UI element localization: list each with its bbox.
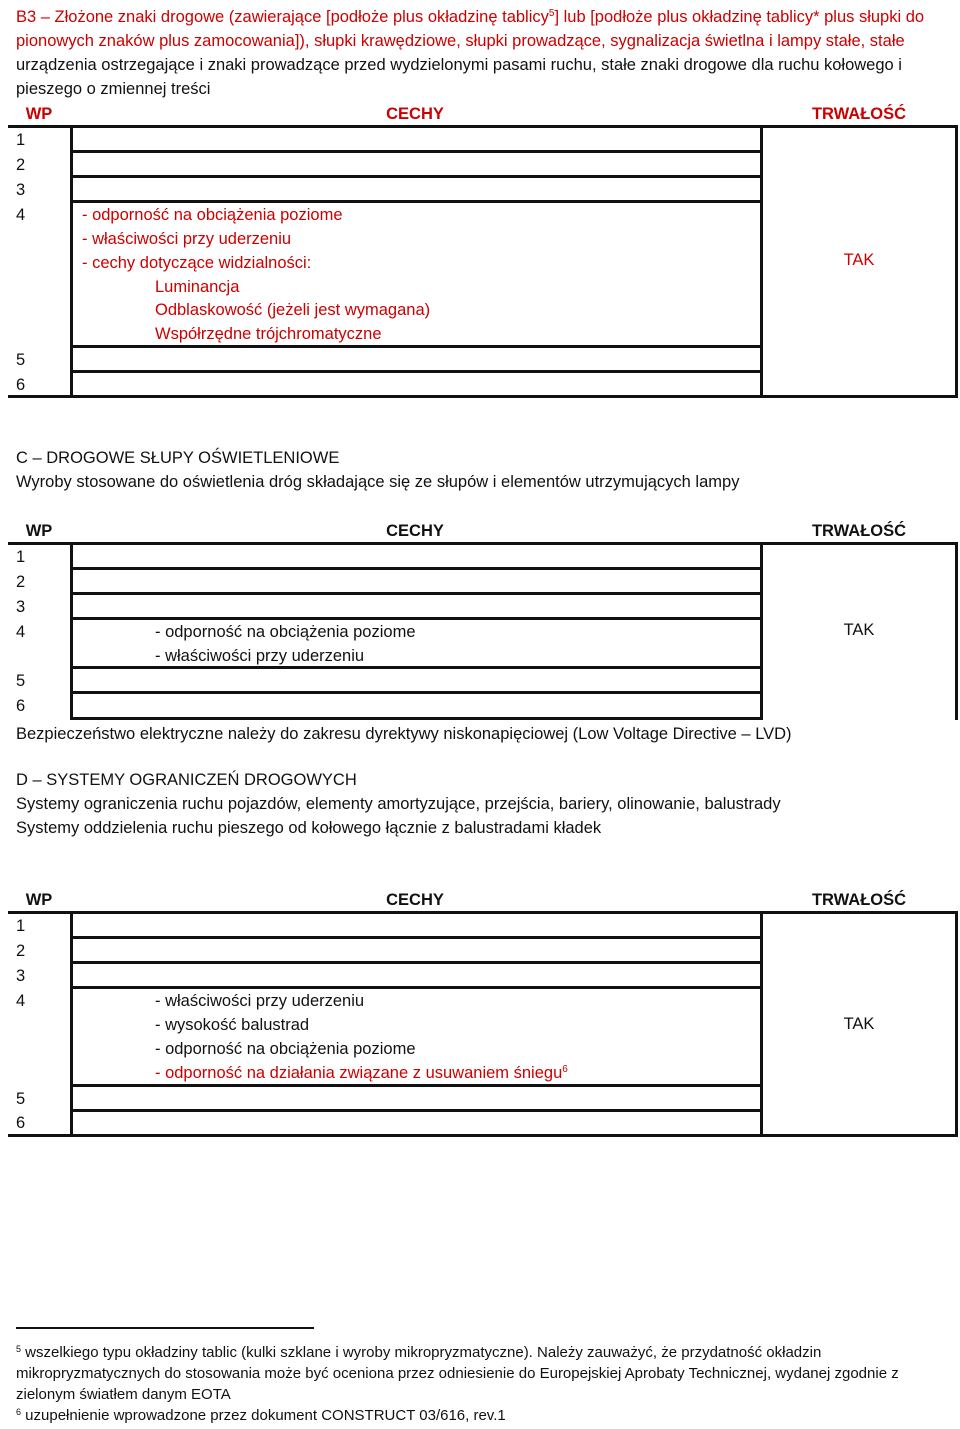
header-trwalosc: TRWAŁOŚĆ bbox=[811, 522, 907, 540]
table-rule bbox=[8, 125, 958, 128]
header-cechy: CECHY bbox=[386, 105, 444, 123]
feature-item: - odporność na obciążenia poziome bbox=[155, 623, 416, 641]
feature-subitem: Współrzędne trójchromatyczne bbox=[155, 325, 382, 343]
b3-title-line-3: urządzenia ostrzegające i znaki prowadzące przed wydzielonymi pasami ruchu, stałe znaki drogowe dla ruchu kołowego i bbox=[16, 56, 902, 74]
section-c-heading: C – DROGOWE SŁUPY OŚWIETLENIOWE bbox=[16, 449, 340, 467]
wp-number: 5 bbox=[16, 351, 26, 369]
b3-title-line-4: pieszego o zmiennej treści bbox=[16, 80, 211, 98]
header-trwalosc: TRWAŁOŚĆ bbox=[811, 105, 907, 123]
table-rule bbox=[8, 1134, 958, 1137]
table-rule bbox=[70, 936, 760, 939]
feature-subitem: Luminancja bbox=[155, 278, 240, 296]
section-d-description: Systemy oddzielenia ruchu pieszego od kołowego łącznie z balustradami kładek bbox=[16, 819, 602, 837]
footnote-text: uzupełnienie wprowadzone przez dokument CONSTRUCT 03/616, rev.1 bbox=[21, 1407, 506, 1424]
wp-number: 1 bbox=[16, 131, 26, 149]
feature-item: - odporność na obciążenia poziome bbox=[82, 206, 343, 224]
wp-number: 3 bbox=[16, 598, 26, 616]
section-d-heading: D – SYSTEMY OGRANICZEŃ DROGOWYCH bbox=[16, 771, 357, 789]
feature-item: - właściwości przy uderzeniu bbox=[155, 647, 365, 665]
feature-item-text: - odporność na działania związane z usuwaniem śniegu bbox=[155, 1064, 563, 1082]
header-cechy: CECHY bbox=[386, 522, 444, 540]
wp-number: 2 bbox=[16, 573, 26, 591]
header-wp: WP bbox=[25, 105, 53, 123]
header-cechy: CECHY bbox=[386, 891, 444, 909]
feature-item: - cechy dotyczące widzialności: bbox=[82, 254, 312, 272]
footnote-number: 6 bbox=[16, 1407, 22, 1417]
wp-number: 5 bbox=[16, 672, 26, 690]
feature-item: - odporność na obciążenia poziome bbox=[155, 1040, 416, 1058]
wp-number: 3 bbox=[16, 181, 26, 199]
wp-number: 1 bbox=[16, 548, 26, 566]
footnote-5-line-3: zielonym światłem danym EOTA bbox=[16, 1386, 231, 1403]
wp-number: 6 bbox=[16, 1114, 26, 1132]
wp-number: 5 bbox=[16, 1090, 26, 1108]
table-rule bbox=[70, 175, 760, 178]
trwalosc-value: TAK bbox=[843, 251, 875, 269]
header-wp: WP bbox=[25, 522, 53, 540]
table-rule bbox=[70, 691, 760, 694]
footnote-5 bbox=[16, 1342, 821, 1363]
table-rule bbox=[8, 542, 958, 545]
feature-subitem: Odblaskowość (jeżeli jest wymagana) bbox=[155, 301, 431, 319]
table-rule bbox=[70, 1109, 760, 1112]
trwalosc-value: TAK bbox=[843, 1015, 875, 1033]
table-rule bbox=[70, 150, 760, 153]
wp-number: 3 bbox=[16, 967, 26, 985]
table-rule bbox=[70, 717, 760, 720]
header-wp: WP bbox=[25, 891, 53, 909]
footnote-ref-6: 6 bbox=[562, 1064, 568, 1075]
b3-title bbox=[16, 5, 924, 29]
table-rule bbox=[70, 542, 73, 720]
wp-number: 4 bbox=[16, 623, 26, 641]
footnote-text: wszelkiego typu okładziny tablic (kulki szklane i wyroby mikropryzmatyczne). Należy zauważyć, że przydatność okładzin bbox=[21, 1344, 822, 1361]
feature-item bbox=[155, 1061, 568, 1085]
wp-number: 4 bbox=[16, 206, 26, 224]
table-rule bbox=[70, 911, 73, 1137]
feature-item: - właściwości przy uderzeniu bbox=[82, 230, 292, 248]
table-rule bbox=[8, 911, 958, 914]
wp-number: 2 bbox=[16, 156, 26, 174]
b3-title-line-2: pionowych znaków plus zamocowania]), słupki krawędziowe, słupki prowadzące, sygnalizacja świetlna i lampy stałe, stałe bbox=[16, 32, 905, 50]
wp-number: 1 bbox=[16, 917, 26, 935]
section-c-note: Bezpieczeństwo elektryczne należy do zakresu dyrektywy niskonapięciowej (Low Voltage Directive – LVD) bbox=[16, 725, 792, 743]
d-table bbox=[8, 888, 958, 1140]
wp-number: 4 bbox=[16, 992, 26, 1010]
section-c-description: Wyroby stosowane do oświetlenia dróg składające się ze słupów i elementów utrzymujących lampy bbox=[16, 473, 740, 491]
table-rule bbox=[70, 567, 760, 570]
table-rule bbox=[70, 125, 73, 398]
footnote-separator bbox=[16, 1327, 314, 1329]
feature-item: - wysokość balustrad bbox=[155, 1016, 310, 1034]
table-rule bbox=[70, 592, 760, 595]
footnote-number: 5 bbox=[16, 1344, 22, 1354]
wp-number: 6 bbox=[16, 697, 26, 715]
feature-item: - właściwości przy uderzeniu bbox=[155, 992, 365, 1010]
wp-number: 2 bbox=[16, 942, 26, 960]
table-rule bbox=[8, 395, 958, 398]
footnote-5-line-2: mikropryzmatycznych do stosowania może być oceniona przez odniesienie do Europejskiej Aprobaty Technicznej, wydanej zgodnie z bbox=[16, 1365, 899, 1382]
trwalosc-value: TAK bbox=[843, 621, 875, 639]
wp-number: 6 bbox=[16, 376, 26, 394]
table-rule bbox=[70, 370, 760, 373]
footnote-6 bbox=[16, 1405, 506, 1426]
header-trwalosc: TRWAŁOŚĆ bbox=[811, 891, 907, 909]
table-rule bbox=[70, 961, 760, 964]
footnote-ref-5: 5 bbox=[548, 8, 555, 19]
c-table bbox=[8, 519, 958, 721]
b3-title-line-1b: ] lub [podłoże plus okładzinę tablicy* plus słupki do bbox=[554, 8, 925, 26]
b3-title-line-1a: B3 – Złożone znaki drogowe (zawierające [podłoże plus okładzinę tablicy bbox=[16, 8, 549, 26]
section-d-description: Systemy ograniczenia ruchu pojazdów, elementy amortyzujące, przejścia, bariery, olinowanie, balustrady bbox=[16, 795, 781, 813]
b3-table bbox=[8, 102, 958, 398]
